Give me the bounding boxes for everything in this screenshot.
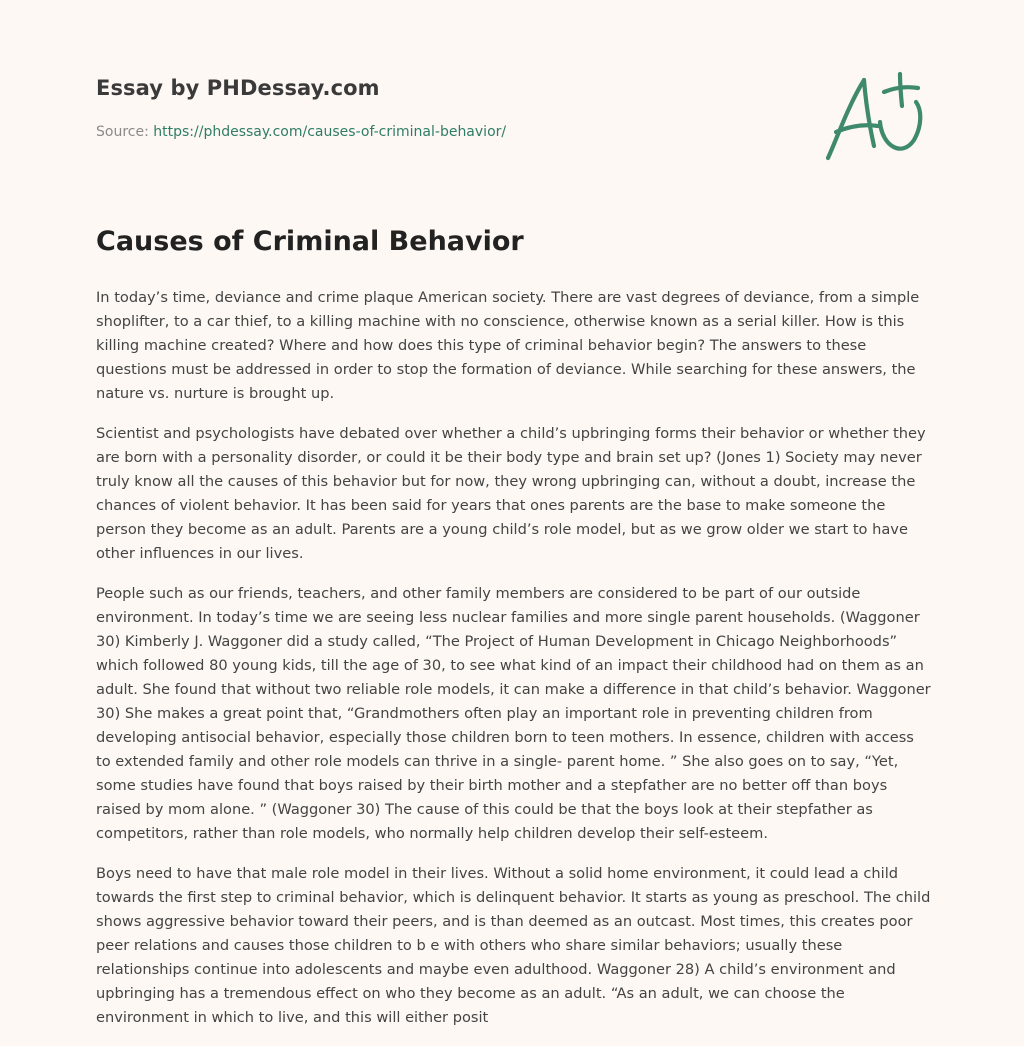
source-line — [96, 124, 506, 140]
source-link[interactable]: https://phdessay.com/causes-of-criminal-behavior/ — [153, 124, 507, 140]
source-label: Source: — [96, 124, 154, 140]
essay-title: Causes of Criminal Behavior — [96, 226, 524, 257]
essay-paragraph: People such as our friends, teachers, and other family members are considered to be part of our outside environment. In today’s time we are seeing less nuclear families and more single parent households. (Waggoner 30) Kimberly J. Waggoner did a study called, “The Project of Human Development in Chicago Neighborhoods” which followed 80 young kids, till the age of 30, to see what kind of an impact their childhood had on them as an adult. She found that without two reliable role models, it can make a difference in that child’s behavior. Waggoner 30) She makes a great point that, “Grandmothers often play an important role in preventing children from developing antisocial behavior, especially those children born to teen mothers. In essence, children with access to extended family and other role models can thrive in a single- parent home. ” She also goes on to say, “Yet, some studies have found that boys raised by their birth mother and a stepfather are no better off than boys raised by mom alone. ” (Waggoner 30) The cause of this could be that the boys look at their stepfather as competitors, rather than role models, who normally help children develop their self-esteem. — [96, 585, 931, 842]
essay-body — [96, 286, 932, 1046]
brand-heading: Essay by PHDessay.com — [96, 76, 380, 100]
essay-paragraph: Boys need to have that male role model in their lives. Without a solid home environment, it could lead a child towards the first step to criminal behavior, which is delinquent behavior. It starts as young as preschool. The child shows aggressive behavior toward their peers, and is than deemed as an outcast. Most times, this creates poor peer relations and causes those children to b e with others who share similar behaviors; usually these relationships continue into adolescents and maybe even adulthood. Waggoner 28) A child’s environment and upbringing has a tremendous effect on who they become as an adult. “As an adult, we can choose the environment in which to live, and this will either posit — [96, 865, 931, 1026]
essay-paragraph: Scientist and psychologists have debated over whether a child’s upbringing forms their behavior or whether they are born with a personality disorder, or could it be their body type and brain set up? (Jones 1) Society may never truly know all the causes of this behavior but for now, they wrong upbringing can, without a doubt, increase the chances of violent behavior. It has been said for years that ones parents are the base to make someone the person they become as an adult. Parents are a young child’s role model, but as we grow older we start to have other influences in our lives. — [96, 425, 926, 562]
a-plus-grade-icon — [818, 66, 930, 166]
essay-paragraph: In today’s time, deviance and crime plaque American society. There are vast degrees of deviance, from a simple shoplifter, to a car thief, to a killing machine with no conscience, otherwise known as a serial killer. How is this killing machine created? Where and how does this type of criminal behavior begin? The answers to these questions must be addressed in order to stop the formation of deviance. While searching for these answers, the nature vs. nurture is brought up. — [96, 289, 920, 402]
